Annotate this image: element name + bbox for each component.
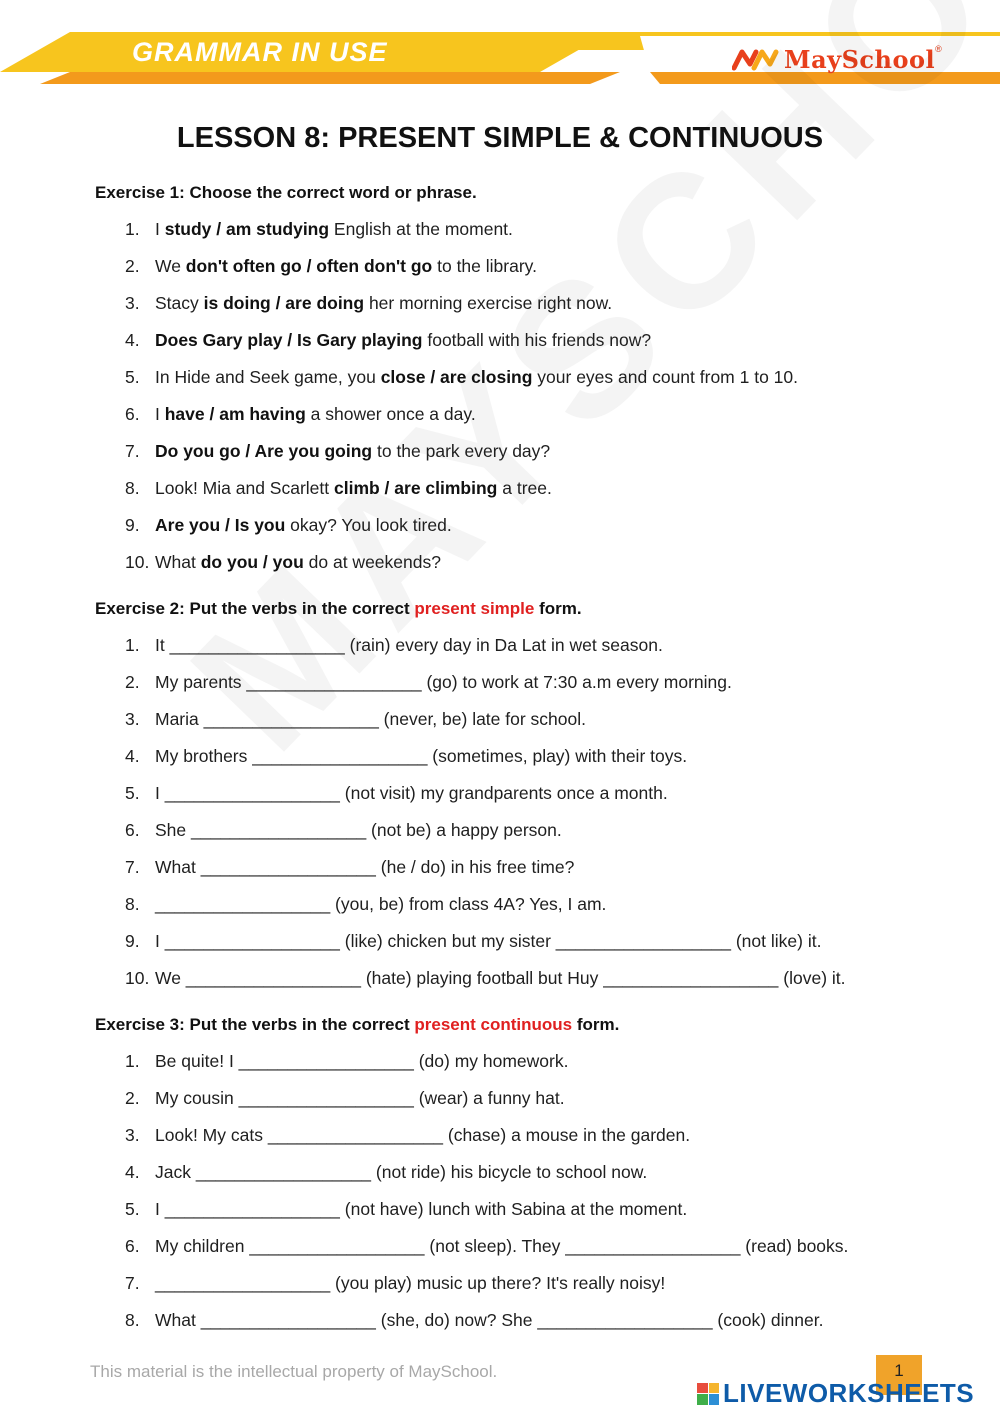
item-sentence: My parents __________________ (go) to work at 7:30 a.m every morning. bbox=[155, 672, 732, 692]
choice-options: close / are closing bbox=[380, 367, 533, 387]
item-number: 2. bbox=[125, 672, 140, 692]
item-number: 4. bbox=[125, 1162, 140, 1182]
liveworksheets-logo-icon bbox=[697, 1383, 719, 1405]
item-sentence: Jack __________________ (not ride) his bicycle to school now. bbox=[155, 1162, 648, 1182]
item-number: 4. bbox=[125, 330, 140, 350]
mayschool-logo bbox=[732, 44, 942, 74]
item-number: 2. bbox=[125, 256, 140, 276]
item-number: 1. bbox=[125, 1051, 140, 1071]
item-number: 7. bbox=[125, 441, 140, 461]
item-number: 7. bbox=[125, 857, 140, 877]
item-number: 6. bbox=[125, 1236, 140, 1256]
sentence-end: your eyes and count from 1 to 10. bbox=[532, 367, 799, 387]
liveworksheets-text: LIVEWORKSHEETS bbox=[723, 1378, 975, 1408]
item-sentence: What __________________ (he / do) in his free time? bbox=[155, 857, 575, 877]
item-sentence: Be quite! I __________________ (do) my homework. bbox=[155, 1051, 569, 1071]
item-number: 6. bbox=[125, 404, 140, 424]
item-number: 9. bbox=[125, 515, 140, 535]
item-sentence: I __________________ (not have) lunch with Sabina at the moment. bbox=[155, 1199, 688, 1219]
sentence-end: English at the moment. bbox=[329, 219, 513, 239]
item-sentence bbox=[155, 330, 651, 351]
logo-registered-mark: ® bbox=[935, 44, 942, 54]
choice-options: is doing / are doing bbox=[203, 293, 365, 313]
exercise-1-heading: Exercise 1: Choose the correct word or phrase. bbox=[95, 183, 477, 202]
item-sentence bbox=[155, 515, 452, 536]
item-sentence bbox=[155, 219, 513, 240]
item-number: 5. bbox=[125, 367, 140, 387]
item-sentence bbox=[155, 293, 612, 314]
item-sentence: __________________ (you, be) from class 4A? Yes, I am. bbox=[155, 894, 607, 914]
item-number: 9. bbox=[125, 931, 140, 951]
logo-text: MaySchool bbox=[784, 44, 936, 74]
item-number: 10. bbox=[125, 552, 150, 572]
choice-options: climb / are climbing bbox=[333, 478, 498, 498]
sentence-start: Look! Mia and Scarlett bbox=[155, 478, 334, 498]
item-sentence: What __________________ (she, do) now? She __________________ (cook) dinner. bbox=[155, 1310, 824, 1330]
item-sentence: I __________________ (like) chicken but my sister __________________ (not like) it. bbox=[155, 931, 822, 951]
exercise-2-heading-pre: Exercise 2: Put the verbs in the correct bbox=[95, 599, 415, 618]
mayschool-logo-icon bbox=[732, 46, 780, 72]
item-number: 1. bbox=[125, 219, 140, 239]
sentence-end: to the park every day? bbox=[372, 441, 551, 461]
item-sentence bbox=[155, 441, 550, 462]
sentence-end: to the library. bbox=[432, 256, 537, 276]
item-sentence bbox=[155, 367, 798, 388]
item-sentence: It __________________ (rain) every day in Da Lat in wet season. bbox=[155, 635, 663, 655]
item-number: 3. bbox=[125, 709, 140, 729]
item-number: 10. bbox=[125, 968, 150, 988]
sentence-start: Stacy bbox=[155, 293, 204, 313]
sentence-end: a shower once a day. bbox=[305, 404, 476, 424]
item-number: 8. bbox=[125, 894, 140, 914]
exercise-2-heading-post: form. bbox=[534, 599, 582, 618]
item-sentence bbox=[155, 552, 441, 573]
banner-title: GRAMMAR IN USE bbox=[132, 37, 388, 67]
item-number: 8. bbox=[125, 1310, 140, 1330]
item-number: 7. bbox=[125, 1273, 140, 1293]
exercise-3-heading-pre: Exercise 3: Put the verbs in the correct bbox=[95, 1015, 415, 1034]
exercise-2-heading-highlight: present simple bbox=[414, 599, 535, 618]
item-number: 3. bbox=[125, 1125, 140, 1145]
sentence-start: I bbox=[155, 404, 165, 424]
choice-options: do you / you bbox=[200, 552, 304, 572]
sentence-end: a tree. bbox=[497, 478, 552, 498]
sentence-start: I bbox=[155, 219, 165, 239]
exercise-3-heading-highlight: present continuous bbox=[414, 1015, 573, 1034]
item-sentence bbox=[155, 256, 537, 277]
item-number: 5. bbox=[125, 1199, 140, 1219]
sentence-end: her morning exercise right now. bbox=[364, 293, 613, 313]
sentence-start: In Hide and Seek game, you bbox=[155, 367, 381, 387]
choice-options: study / am studying bbox=[164, 219, 330, 239]
choice-options: Does Gary play / Is Gary playing bbox=[155, 330, 423, 350]
item-sentence bbox=[155, 404, 476, 425]
item-number: 1. bbox=[125, 635, 140, 655]
item-sentence: She __________________ (not be) a happy person. bbox=[155, 820, 562, 840]
page-number: 1 bbox=[876, 1355, 922, 1395]
choice-options: have / am having bbox=[164, 404, 306, 424]
exercise-3-heading bbox=[95, 1015, 619, 1035]
sentence-end: do at weekends? bbox=[303, 552, 441, 572]
sentence-start: What bbox=[155, 552, 201, 572]
sentence-end: football with his friends now? bbox=[422, 330, 652, 350]
item-number: 3. bbox=[125, 293, 140, 313]
choice-options: don't often go / often don't go bbox=[185, 256, 433, 276]
item-sentence: My children __________________ (not sleep). They __________________ (read) books. bbox=[155, 1236, 849, 1256]
copyright-notice: This material is the intellectual property of MaySchool. bbox=[90, 1362, 498, 1381]
item-sentence: I __________________ (not visit) my grandparents once a month. bbox=[155, 783, 668, 803]
item-number: 5. bbox=[125, 783, 140, 803]
item-number: 8. bbox=[125, 478, 140, 498]
item-number: 4. bbox=[125, 746, 140, 766]
page-title: LESSON 8: PRESENT SIMPLE & CONTINUOUS bbox=[176, 122, 824, 154]
item-sentence: We __________________ (hate) playing football but Huy __________________ (love) it. bbox=[155, 968, 846, 988]
choice-options: Do you go / Are you going bbox=[155, 441, 373, 461]
item-sentence: My cousin __________________ (wear) a funny hat. bbox=[155, 1088, 565, 1108]
choice-options: Are you / Is you bbox=[155, 515, 286, 535]
sentence-end: okay? You look tired. bbox=[285, 515, 452, 535]
sentence-start: We bbox=[155, 256, 186, 276]
item-sentence bbox=[155, 478, 552, 499]
exercise-3-heading-post: form. bbox=[572, 1015, 620, 1034]
item-number: 6. bbox=[125, 820, 140, 840]
item-sentence: __________________ (you play) music up there? It's really noisy! bbox=[155, 1273, 666, 1293]
item-sentence: My brothers __________________ (sometimes, play) with their toys. bbox=[155, 746, 688, 766]
item-sentence: Maria __________________ (never, be) late for school. bbox=[155, 709, 586, 729]
item-sentence: Look! My cats __________________ (chase) a mouse in the garden. bbox=[155, 1125, 691, 1145]
liveworksheets-brand bbox=[697, 1378, 974, 1409]
exercise-2-heading bbox=[95, 599, 582, 619]
item-number: 2. bbox=[125, 1088, 140, 1108]
